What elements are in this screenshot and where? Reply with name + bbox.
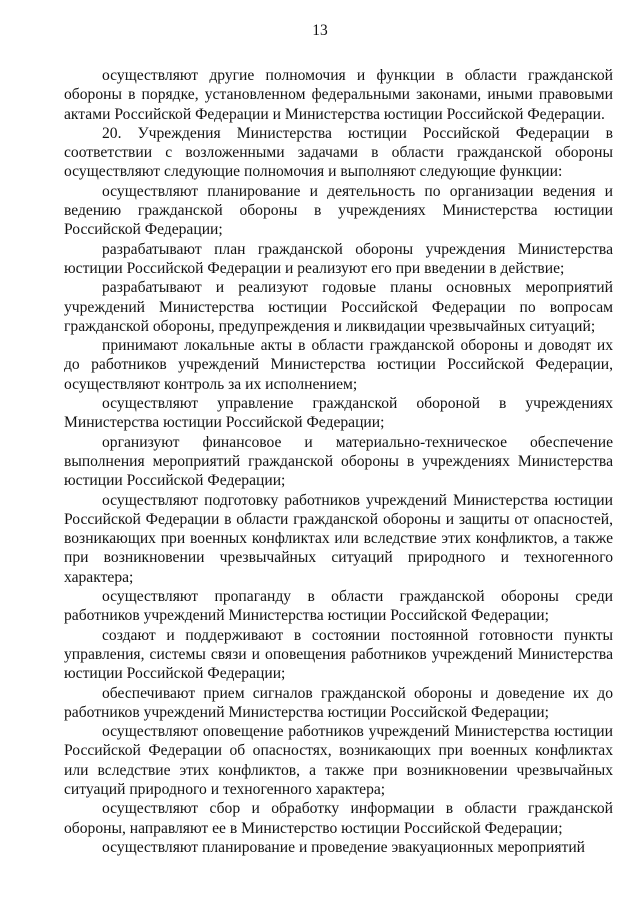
paragraph-training: осуществляют подготовку работников учреждений Министерства юстиции Российской Федерации в области гражданской обороны и защиты от опасностей, возникающих при военных конфликтах или вследствие этих конфликтов, а также при возникновении чрезвычайных ситуаций природного и техногенного характера; — [64, 491, 613, 586]
paragraph-local-acts: принимают локальные акты в области гражданской обороны и доводят их до работников учреждений Министерства юстиции Российской Федерации, осуществляют контроль за их исполнением; — [64, 337, 613, 393]
paragraph-planning: осуществляют планирование и деятельность по организации ведения и ведению гражданской обороны в учреждениях Министерства юстиции Российской Федерации; — [64, 182, 613, 239]
paragraph-management: осуществляют управление гражданской обороной в учреждениях Министерства юстиции Российской Федерации; — [64, 395, 613, 432]
paragraph-signals: обеспечивают прием сигналов гражданской обороны и доведение их до работников учреждений Министерства юстиции Российской Федерации; — [64, 684, 613, 721]
paragraph-control-points: создают и поддерживают в состоянии постоянной готовности пункты управления, системы связи и оповещения работников учреждений Министерства юстиции Российской Федерации; — [64, 626, 613, 683]
paragraph-other-powers: осуществляют другие полномочия и функции в области гражданской обороны в порядке, установленном федеральными законами, иными правовыми актами Российской Федерации и Министерства юстиции Российской Федерации. — [64, 67, 613, 123]
document-body — [64, 66, 613, 857]
paragraph-propaganda: осуществляют пропаганду в области гражданской обороны среди работников учреждений Министерства юстиции Российской Федерации; — [64, 588, 613, 625]
paragraph-item-20-intro: 20. Учреждения Министерства юстиции Российской Федерации в соответствии с возложенными задачами в области гражданской обороны осуществляют следующие полномочия и выполняют следующие функции: — [64, 124, 613, 181]
page-number: 13 — [312, 22, 328, 39]
paragraph-evacuation: осуществляют планирование и проведение эвакуационных мероприятий — [102, 838, 586, 856]
paragraph-notification: осуществляют оповещение работников учреждений Министерства юстиции Российской Федерации об опасностях, возникающих при военных конфликтах или вследствие этих конфликтов, а также при возникновении чрезвычайных ситуаций природного и техногенного характера; — [64, 723, 613, 798]
paragraph-annual-plans: разрабатывают и реализуют годовые планы основных мероприятий учреждений Министерства юстиции Российской Федерации по вопросам гражданской обороны, предупреждения и ликвидации чрезвычайных ситуаций; — [64, 279, 613, 335]
paragraph-civil-defense-plan: разрабатывают план гражданской обороны учреждения Министерства юстиции Российской Федерации и реализуют его при введении в действие; — [64, 240, 613, 277]
paragraph-information: осуществляют сбор и обработку информации в области гражданской обороны, направляют ее в Министерство юстиции Российской Федерации; — [64, 800, 613, 837]
paragraph-financing: организуют финансовое и материально-техническое обеспечение выполнения мероприятий гражданской обороны в учреждениях Министерства юстиции Российской Федерации; — [64, 433, 613, 490]
